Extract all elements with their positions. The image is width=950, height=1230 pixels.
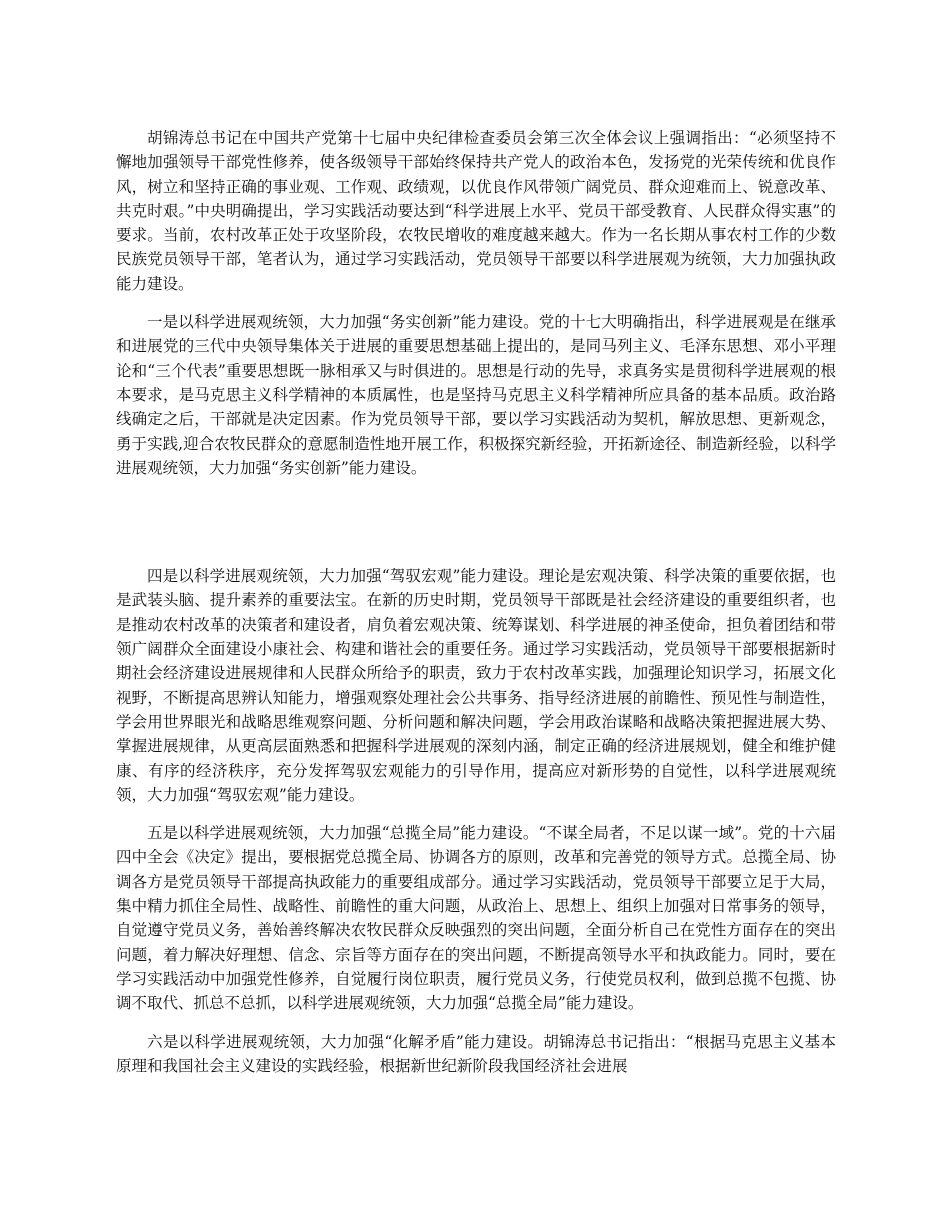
paragraph-point-five: 五是以科学进展观统领，大力加强“总揽全局”能力建设。“不谋全局者，不足以谋一域”。党的十六届四中全会《决定》提出，要根据党总揽全局、协调各方的原则，改革和完善党的领导方式。总揽全局、协调各方是党员领导干部提高执政能力的重要组成部分。通过学习实践活动，党员领导干部要立足于大局，集中精力抓住全局性、战略性、前瞻性的重大问题，从政治上、思想上、组织上加强对日常事务的领导，自觉遵守党员义务，善始善终解决农牧民群众反映强烈的突出问题，全面分析自己在党性方面存在的突出问题，着力解决好理想、信念、宗旨等方面存在的突出问题，不断提高领导水平和执政能力。同时，要在学习实践活动中加强党性修养，自觉履行岗位职责，履行党员义务，行使党员权利，做到总揽不包揽、协调不取代、抓总不总抓，以科学进展观统领，大力加强“总揽全局”能力建设。 [116,824,836,1013]
document-body [116,126,836,1078]
paragraph-point-one: 一是以科学进展观统领，大力加强“务实创新”能力建设。党的十七大明确指出，科学进展观是在继承和进展党的三代中央领导集体关于进展的重要思想基础上提出的，是同马列主义、毛泽东思想、邓小平理论和“三个代表”重要思想既一脉相承又与时俱进的。思想是行动的先导，求真务实是贯彻科学进展观的根本要求，是马克思主义科学精神的本质属性，也是坚持马克思主义科学精神所应具备的基本品质。政治路线确定之后，干部就是决定因素。作为党员领导干部，要以学习实践活动为契机，解放思想、更新观念，勇于实践,迎合农牧民群众的意愿制造性地开展工作，积极探究新经验，开拓新途径、制造新经验，以科学进展观统领，大力加强“务实创新”能力建设。 [116,313,836,477]
paragraph-point-four: 四是以科学进展观统领，大力加强“驾驭宏观”能力建设。理论是宏观决策、科学决策的重要依据，也是武装头脑、提升素养的重要法宝。在新的历史时期，党员领导干部既是社会经济建设的重要组织者，也是推动农村改革的决策者和建设者，肩负着宏观决策、统筹谋划、科学进展的神圣使命，担负着团结和带领广阔群众全面建设小康社会、构建和谐社会的重要任务。通过学习实践活动，党员领导干部要根据新时期社会经济建设进展规律和人民群众所给予的职责，致力于农村改革实践，加强理论知识学习，拓展文化视野，不断提高思辨认知能力，增强观察处理社会公共事务、指导经济进展的前瞻性、预见性与制造性，学会用世界眼光和战略思维观察问题、分析问题和解决问题，学会用政治谋略和战略决策把握进展大势、掌握进展规律，从更高层面熟悉和把握科学进展观的深刻内涵，制定正确的经济进展规划，健全和维护健康、有序的经济秩序，充分发挥驾驭宏观能力的引导作用，提高应对新形势的自觉性，以科学进展观统领，大力加强“驾驭宏观”能力建设。 [116,567,836,804]
paragraph-point-six: 六是以科学进展观统领，大力加强“化解矛盾”能力建设。胡锦涛总书记指出：“根据马克思主义基本原理和我国社会主义建设的实践经验，根据新世纪新阶段我国经济社会进展 [116,1032,836,1075]
paragraph-intro: 胡锦涛总书记在中国共产党第十七届中央纪律检查委员会第三次全体会议上强调指出：“必须坚持不懈地加强领导干部党性修养，使各级领导干部始终保持共产党人的政治本色，发扬党的光荣传统和优良作风，树立和坚持正确的事业观、工作观、政绩观，以优良作风带领广阔党员、群众迎难而上、锐意改革、共克时艰。”中央明确提出，学习实践活动要达到“科学进展上水平、党员干部受教育、人民群众得实惠”的要求。当前，农村改革正处于攻坚阶段，农牧民增收的难度越来越大。作为一名长期从事农村工作的少数民族党员领导干部，笔者认为，通过学习实践活动，党员领导干部要以科学进展观为统领，大力加强执政能力建设。 [116,129,836,293]
